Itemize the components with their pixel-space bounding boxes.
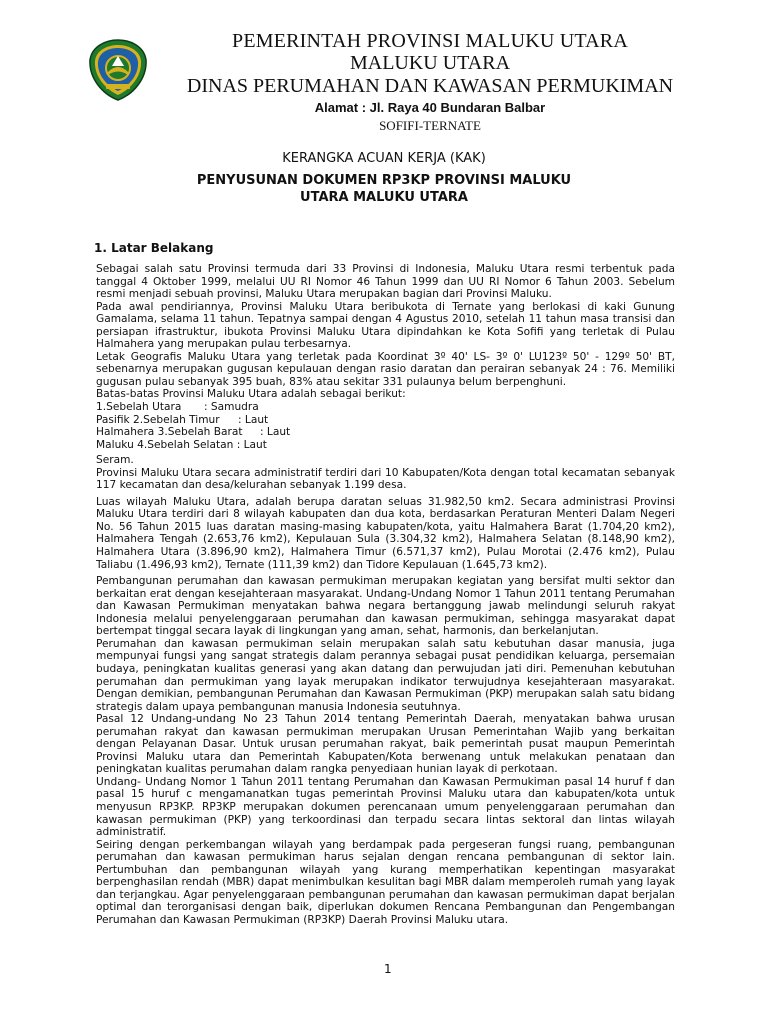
letterhead-line-1: PEMERINTAH PROVINSI MALUKU UTARA [232, 30, 628, 52]
section-heading: 1. Latar Belakang [94, 241, 214, 255]
letterhead-line-3: DINAS PERUMAHAN DAN KAWASAN PERMUKIMAN [186, 75, 674, 97]
body-text [96, 263, 675, 926]
letterhead [160, 30, 700, 135]
boundary-line [96, 426, 675, 439]
document-type: KERANGKA ACUAN KERJA (KAK) [282, 151, 486, 166]
boundary-line: Seram. [96, 454, 134, 467]
paragraph: Undang- Undang Nomor 1 Tahun 2011 tentang Perumahan dan Kawasan Permukiman pasal 14 huruf f dan pasal 15 huruf c mengamanatkan tugas pemerintah Provinsi Maluku utara dan kabupaten/kota untuk menyusun RP3KP. RP3KP merupakan dokumen perencanaan umum penyelenggaraan perumahan dan kawasan permukiman (PKP) yang terkoordinasi dan terpadu secara lintas sektoral dan lintas wilayah administratif. [96, 775, 675, 839]
letterhead-city: SOFIFI-TERNATE [379, 118, 481, 133]
paragraph: Sebagai salah satu Provinsi termuda dari 33 Provinsi di Indonesia, Maluku Utara resmi terbentuk pada tanggal 4 Oktober 1999, melalui UU RI Nomor 46 Tahun 1999 dan UU RI Nomor 6 Tahun 2003. Sebelum resmi menjadi sebuah provinsi, Maluku Utara merupakan bagian dari Provinsi Maluku. [96, 263, 675, 301]
boundary-value: : Laut [260, 426, 291, 439]
paragraph: Seiring dengan perkembangan wilayah yang berdampak pada pergeseran fungsi ruang, pembangunan perumahan dan kawasan permukiman harus sejalan dengan rencana pembangunan di sektor lain. Pertumbuhan dan pembangunan wilayah yang kurang memperhatikan kepentingan masyarakat berpenghasilan rendah (MBR) dapat menimbulkan kesulitan bagi MBR dalam memperoleh rumah yang layak dan terjangkau. Agar penyelenggaraan pembangunan perumahan dan kawasan permukiman dapat berjalan optimal dan terorganisasi dengan baik, diperlukan dokumen Rencana Pembangunan dan Pengembangan Perumahan dan Kawasan Permukiman (RP3KP) Daerah Provinsi Maluku utara. [96, 838, 675, 926]
paragraph: Letak Geografis Maluku Utara yang terletak pada Koordinat 3º 40' LS- 3º 0' LU123º 50' - 129º 50' BT, sebenarnya merupakan gugusan kepulauan dengan rasio daratan dan perairan sebanyak 24 : 76. Memiliki gugusan pulau sebanyak 395 buah, 83% atau sekitar 331 pulaunya belum berpenghuni. [96, 350, 675, 388]
paragraph: Provinsi Maluku Utara secara administratif terdiri dari 10 Kabupaten/Kota dengan total kecamatan sebanyak 117 kecamatan dan desa/kelurahan sebanyak 1.199 desa. [96, 466, 675, 492]
letterhead-line-2: MALUKU UTARA [349, 52, 511, 74]
boundary-line [96, 401, 675, 414]
boundary-label: Pasifik 2.Sebelah Timur [96, 413, 220, 426]
document-title-line-2: UTARA MALUKU UTARA [300, 190, 468, 205]
paragraph: Luas wilayah Maluku Utara, adalah berupa daratan seluas 31.982,50 km2. Secara administrasi Provinsi Maluku Utara terdiri dari 8 wilayah kabupaten dan dua kota, berdasarkan Peraturan Menteri Dalam Negeri No. 56 Tahun 2015 luas daratan masing-masing kabupaten/kota, yaitu Halmahera Barat (1.704,20 km2), Halmahera Tengah (2.653,76 km2), Kepulauan Sula (3.304,32 km2), Halmahera Selatan (8.148,90 km2), Halmahera Utara (3.896,90 km2), Halmahera Timur (6.571,37 km2), Pulau Morotai (2.476 km2), Pulau Taliabu (1.496,93 km2), Ternate (111,39 km2) dan Tidore Kepulauan (1.645,73 km2). [96, 495, 675, 571]
paragraph: Pembangunan perumahan dan kawasan permukiman merupakan kegiatan yang bersifat multi sektor dan berkaitan erat dengan kesejahteraan masyarakat. Undang-Undang Nomor 1 Tahun 2011 tentang Perumahan dan Kawasan Permukiman menyatakan bahwa negara bertanggung jawab melindungi seluruh rakyat Indonesia melalui penyelenggaraan perumahan dan kawasan permukiman, sehingga masyarakat dapat bertempat tinggal secara layak di lingkungan yang aman, sehat, harmonis, dan berkelanjutan. [96, 575, 675, 638]
paragraph: Pasal 12 Undang-undang No 23 Tahun 2014 tentang Pemerintah Daerah, menyatakan bahwa urusan perumahan rakyat dan kawasan permukiman merupakan Urusan Pemerintahan Wajib yang berkaitan dengan Pelayanan Dasar. Untuk urusan perumahan rakyat, baik pemerintah pusat maupun Pemerintah Provinsi Maluku utara dan Pemerintah Kabupaten/Kota berwenang untuk melakukan penataan dan peningkatan kualitas perumahan dalam rangka penyediaan hunian layak di perkotaan. [96, 713, 675, 776]
boundary-value: : Samudra [204, 401, 259, 414]
document-title [0, 172, 768, 206]
page-number: 1 [384, 962, 392, 976]
paragraph: Pada awal pendiriannya, Provinsi Maluku Utara beribukota di Ternate yang berlokasi di kaki Gunung Gamalama, selama 11 tahun. Tepatnya sampai dengan 4 Agustus 2010, setelah 11 tahun masa transisi dan persiapan ifrastruktur, ibukota Provinsi Maluku Utara dipindahkan ke Kota Sofifi yang terletak di Pulau Halmahera yang merupakan pulau terbesarnya. [96, 300, 675, 351]
document-title-line-1: PENYUSUNAN DOKUMEN RP3KP PROVINSI MALUKU [196, 173, 572, 188]
boundary-intro: Batas-batas Provinsi Maluku Utara adalah sebagai berikut: [96, 388, 406, 401]
boundary-label: 1.Sebelah Utara [96, 401, 182, 414]
boundary-line: Maluku 4.Sebelah Selatan : Laut [96, 438, 267, 451]
letterhead-address: Alamat : Jl. Raya 40 Bundaran Balbar [314, 100, 546, 115]
boundary-label: Halmahera 3.Sebelah Barat [96, 426, 243, 439]
province-emblem-icon [86, 38, 150, 102]
paragraph: Perumahan dan kawasan permukiman selain merupakan salah satu kebutuhan dasar manusia, juga mempunyai fungsi yang sangat strategis dalam perannya sebagai pusat pendidikan keluarga, persemaian budaya, peningkatan kualitas generasi yang akan datang dan perwujudan jati diri. Pemenuhan kebutuhan perumahan dan permukiman yang layak merupakan indikator terwujudnya kesejahteraan masyarakat. Dengan demikian, pembangunan Perumahan dan Kawasan Permukiman (PKP) merupakan salah satu bidang strategis dalam upaya pembangunan manusia Indonesia seutuhnya. [96, 637, 675, 713]
boundary-value: : Laut [238, 413, 269, 426]
boundary-line [96, 414, 675, 427]
